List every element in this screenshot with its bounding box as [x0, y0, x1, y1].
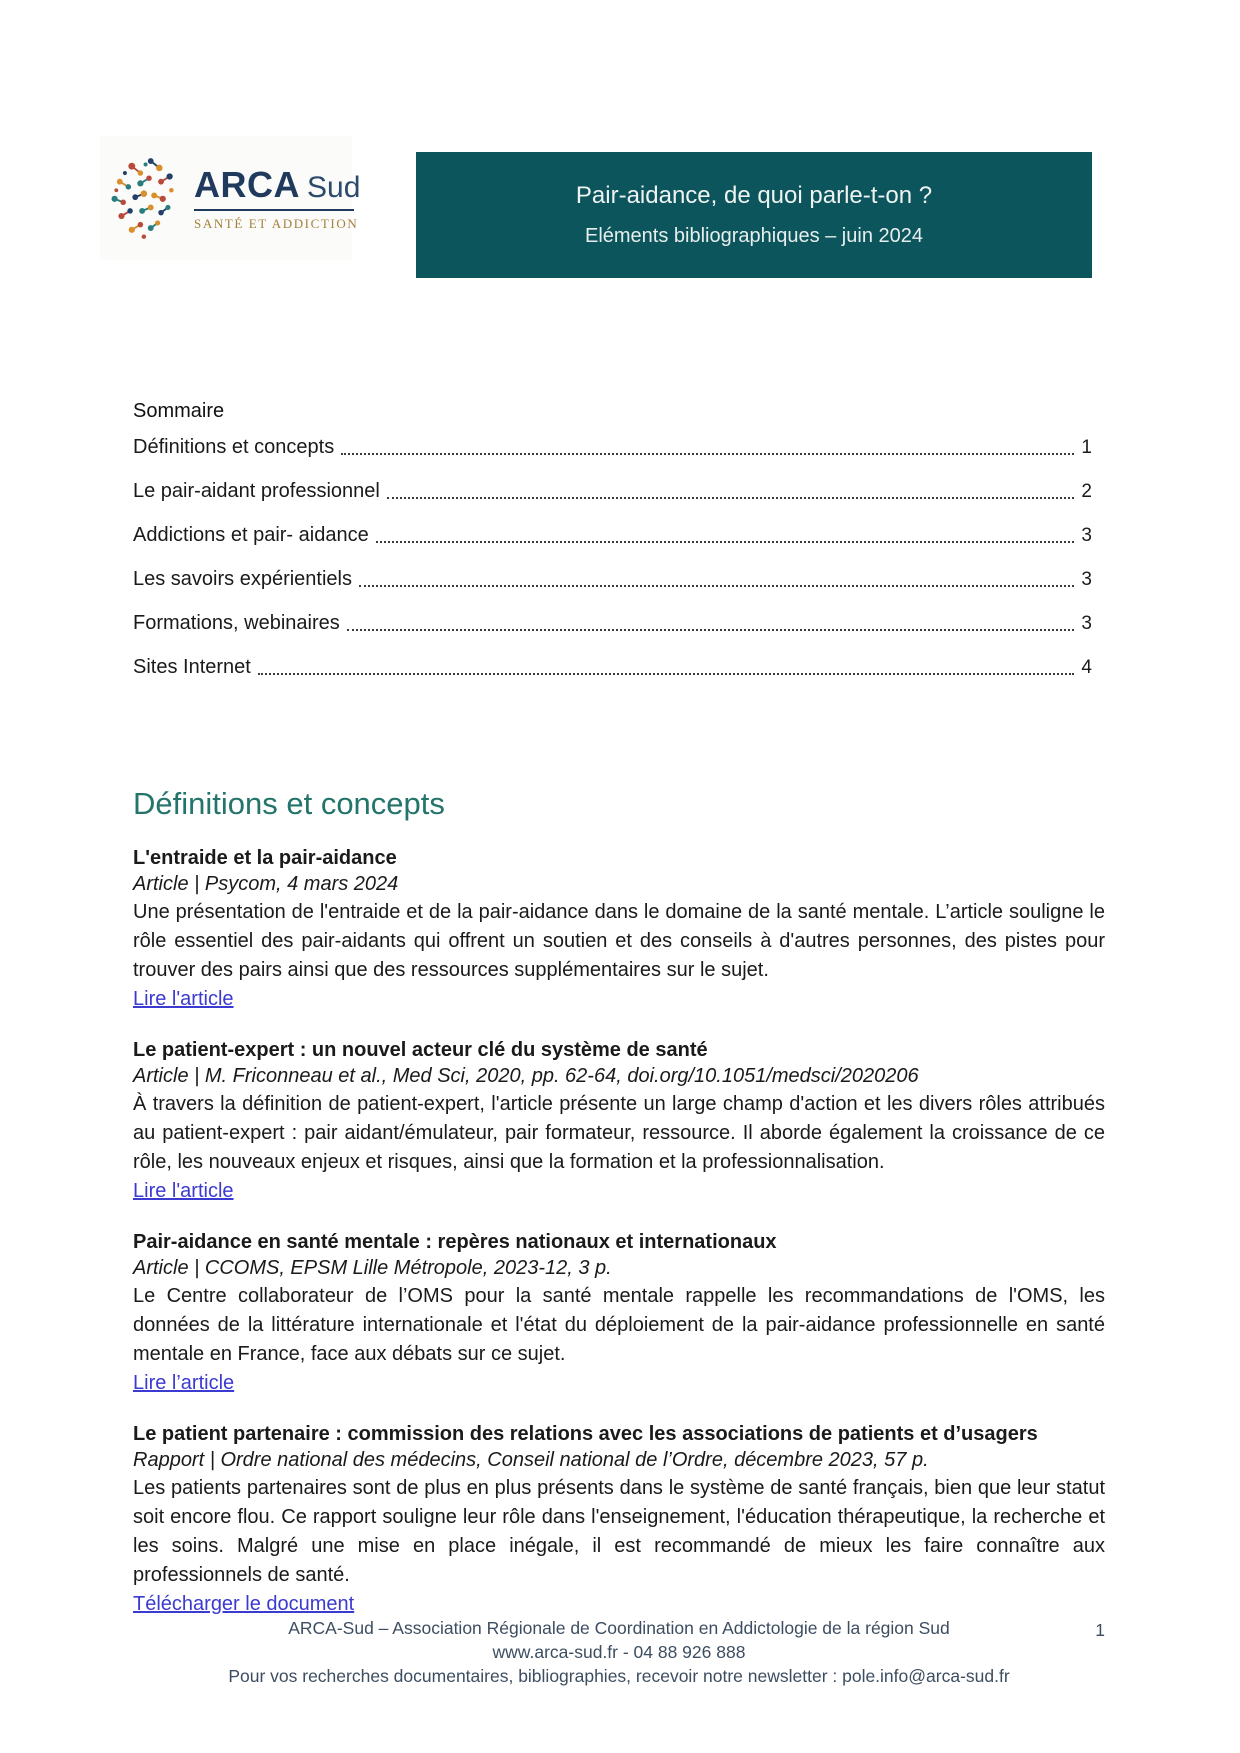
toc-page-number: 3	[1081, 613, 1092, 634]
download-document-link[interactable]: Télécharger le document	[133, 1593, 355, 1615]
bibliography-entries	[133, 846, 1105, 1643]
bibliography-entry	[133, 1038, 1105, 1203]
logo-network-icon	[106, 148, 192, 248]
toc-item-label: Le pair-aidant professionnel	[133, 480, 380, 502]
toc-item-label: Définitions et concepts	[133, 436, 335, 458]
toc-item-sites-internet[interactable]	[133, 656, 1092, 679]
footer-newsletter-line: Pour vos recherches documentaires, bibliographies, recevoir notre newsletter : pole.info@arca-sud.fr	[228, 1666, 1010, 1686]
entry-summary: Les patients partenaires sont de plus en plus présents dans le système de santé français, bien que leur statut soit encore flou. Ce rapport souligne leur rôle dans l'enseignement, l'éducation thérapeutique, la recherche et les soins. Malgré une mise en place inégale, il est recommandé de mieux les faire connaître aux professionnels de santé.	[133, 1477, 1105, 1586]
entry-title: L'entraide et la pair-aidance	[133, 847, 397, 869]
brand-tagline: SANTÉ ET ADDICTION	[194, 216, 359, 231]
entry-source: Article | CCOMS, EPSM Lille Métropole, 2023-12, 3 p.	[133, 1257, 612, 1279]
toc-item-label: Formations, webinaires	[133, 612, 340, 634]
toc-dotted-leader	[341, 452, 1074, 455]
page-number: 1	[1095, 1620, 1105, 1640]
brand-name: ARCA	[194, 164, 300, 205]
toc-page-number: 1	[1081, 437, 1092, 458]
document-title: Pair-aidance, de quoi parle-t-on ?	[575, 182, 933, 209]
arca-sud-logo	[100, 136, 361, 260]
section-title: Définitions et concepts	[133, 786, 445, 821]
read-article-link[interactable]: Lire l'article	[133, 1180, 234, 1202]
toc-item-label: Sites Internet	[133, 656, 251, 678]
bibliography-entry	[133, 846, 1105, 1011]
bibliography-entry	[133, 1422, 1105, 1616]
toc-page-number: 2	[1081, 481, 1092, 502]
toc-dotted-leader	[387, 496, 1075, 499]
entry-title: Le patient-expert : un nouvel acteur clé du système de santé	[133, 1039, 708, 1061]
toc-item-label: Addictions et pair- aidance	[133, 524, 369, 546]
entry-title: Le patient partenaire : commission des relations avec les associations de patients et d’usagers	[133, 1423, 1038, 1445]
document-subtitle: Eléments bibliographiques – juin 2024	[584, 225, 923, 247]
toc-item-les-savoirs-experientiels[interactable]	[133, 568, 1092, 591]
toc-dotted-leader	[376, 540, 1075, 543]
entry-source: Article | M. Friconneau et al., Med Sci, 2020, pp. 62-64, doi.org/10.1051/medsci/2020206	[133, 1065, 919, 1087]
entry-source: Article | Psycom, 4 mars 2024	[133, 873, 399, 895]
page-footer	[133, 1616, 1105, 1688]
toc-dotted-leader	[258, 672, 1075, 675]
entry-summary: Le Centre collaborateur de l’OMS pour la santé mentale rappelle les recommandations de l'OMS, les données de la littérature internationale et l'état du déploiement de la pair-aidance professionnelle en santé mentale en France, face aux débats sur ce sujet.	[133, 1285, 1105, 1365]
toc-item-formations-webinaires[interactable]	[133, 612, 1092, 635]
toc-item-addictions-et-pair-aidance[interactable]	[133, 524, 1092, 547]
toc-page-number: 4	[1081, 657, 1092, 678]
toc-dotted-leader	[347, 628, 1075, 631]
read-article-link[interactable]: Lire l'article	[133, 988, 234, 1010]
footer-association-line: ARCA-Sud – Association Régionale de Coordination en Addictologie de la région Sud	[288, 1618, 950, 1638]
bibliography-entry	[133, 1230, 1105, 1395]
footer-contact-line: www.arca-sud.fr - 04 88 926 888	[492, 1642, 746, 1662]
toc-item-le-pair-aidant-professionnel[interactable]	[133, 480, 1092, 503]
entry-summary: Une présentation de l'entraide et de la pair-aidance dans le domaine de la santé mentale. L’article souligne le rôle essentiel des pair-aidants qui offrent un soutien et des conseils à d'autres personnes, des pistes pour trouver des pairs ainsi que des ressources supplémentaires sur le sujet.	[133, 901, 1105, 981]
table-of-contents	[133, 436, 1092, 700]
entry-source: Rapport | Ordre national des médecins, Conseil national de l’Ordre, décembre 2023, 57 p.	[133, 1449, 929, 1471]
title-banner	[416, 152, 1092, 278]
toc-page-number: 3	[1081, 525, 1092, 546]
toc-item-definitions-et-concepts[interactable]	[133, 436, 1092, 459]
logo-text	[194, 164, 360, 232]
read-article-link[interactable]: Lire l’article	[133, 1372, 235, 1394]
toc-heading: Sommaire	[133, 400, 225, 422]
brand-divider	[194, 209, 354, 211]
toc-dotted-leader	[359, 584, 1074, 587]
brand-suffix: Sud	[307, 171, 361, 204]
entry-title: Pair-aidance en santé mentale : repères nationaux et internationaux	[133, 1231, 777, 1253]
entry-summary: À travers la définition de patient-expert, l'article présente un large champ d'action et les divers rôles attribués au patient-expert : pair aidant/émulateur, pair formateur, ressource. Il aborde également la croissance de ce rôle, les nouveaux enjeux et risques, ainsi que la formation et la professionnalisation.	[133, 1093, 1105, 1173]
toc-page-number: 3	[1081, 569, 1092, 590]
toc-item-label: Les savoirs expérientiels	[133, 568, 352, 590]
